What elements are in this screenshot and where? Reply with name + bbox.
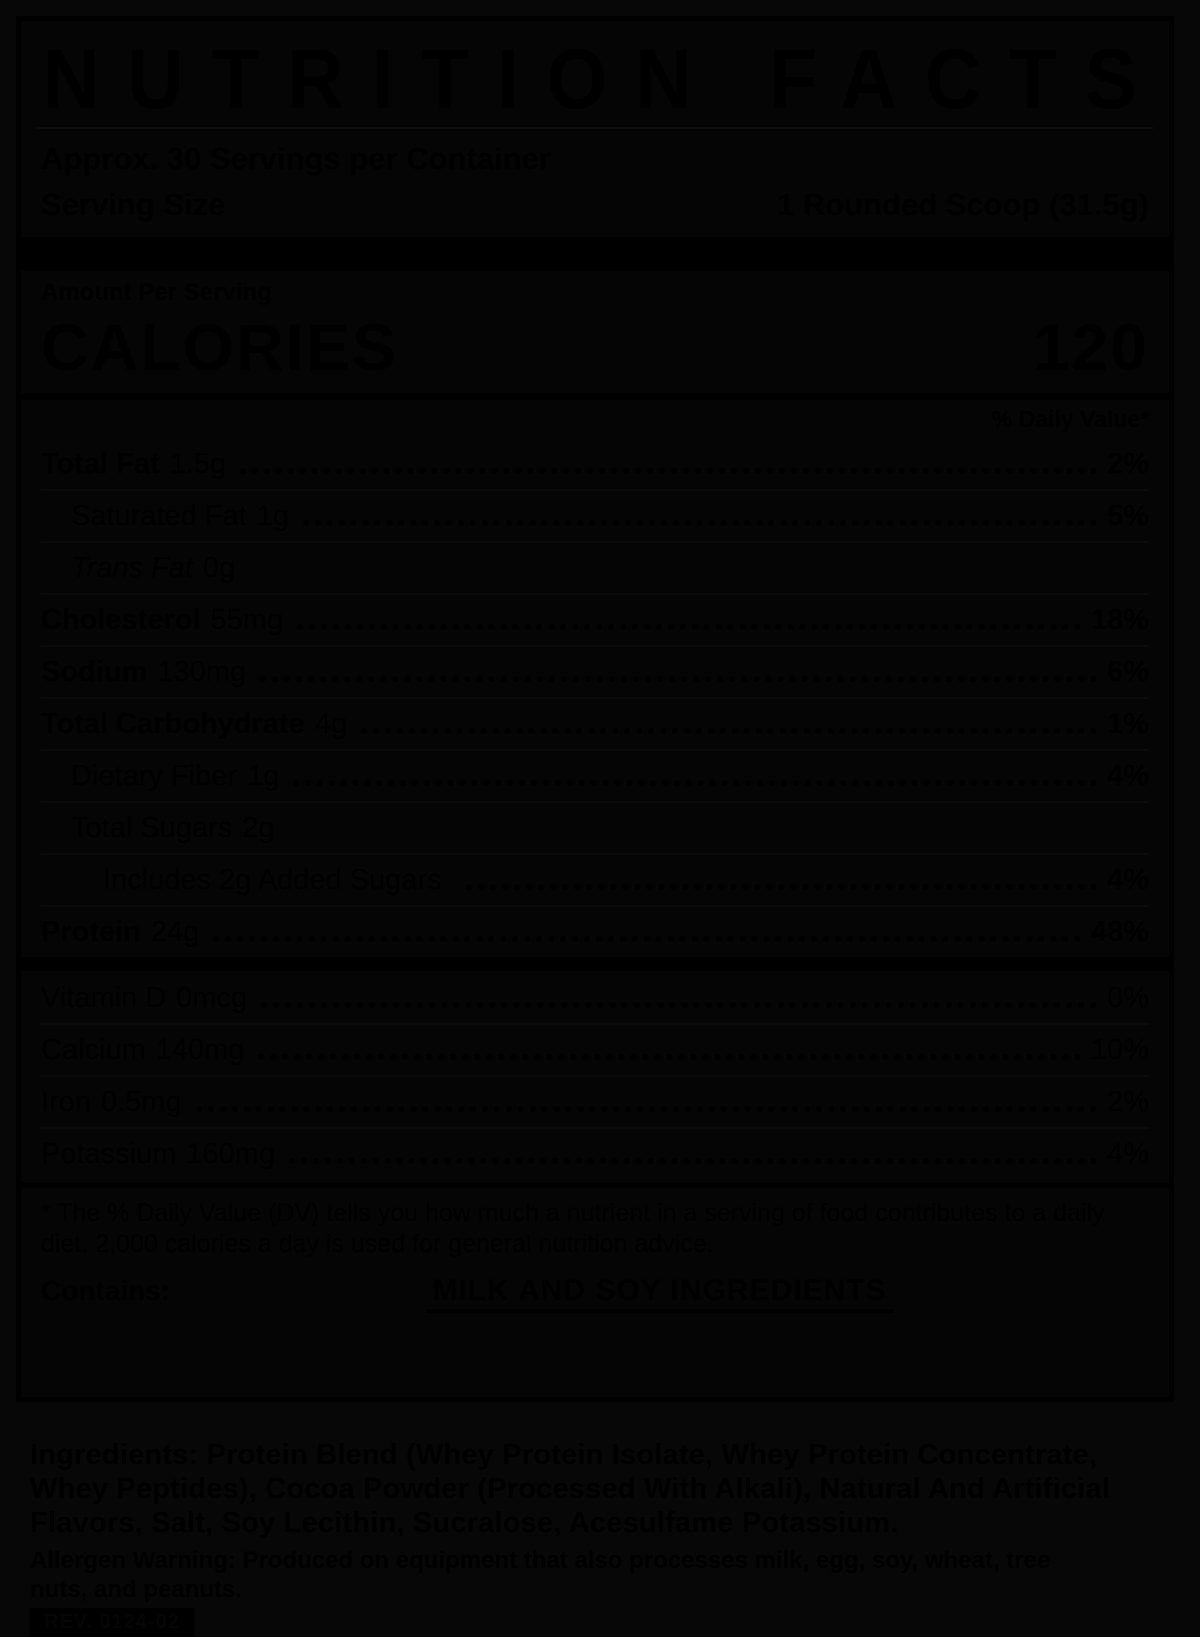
nutrient-row-trans-fat: Trans Fat 0g — [41, 541, 1149, 593]
nutrient-row-added-sugars: Includes 2g Added Sugars 4% — [41, 853, 1149, 905]
dotted-leader — [261, 1002, 1097, 1008]
thick-separator-bar — [21, 237, 1169, 271]
vitamin-rows — [41, 973, 1149, 1179]
nutrient-row-cholesterol: Cholesterol 55mg 18% — [41, 593, 1149, 645]
allergen-warning: Allergen Warning: Produced on equipment that also processes milk, egg, soy, wheat, tree nuts, and peanuts. — [30, 1547, 1051, 1603]
serving-size-label: Serving Size — [41, 187, 226, 222]
dotted-leader — [289, 1158, 1097, 1164]
nutrition-facts-panel — [16, 16, 1174, 1402]
dotted-leader — [260, 676, 1097, 682]
footnote-divider — [21, 1183, 1169, 1188]
daily-value-footnote: * The % Daily Value (DV) tells you how much a nutrient in a serving of food contributes to a daily diet. 2,000 calories a day is used for general nutrition advice. — [41, 1199, 1105, 1258]
daily-value-header: % Daily Value* — [991, 406, 1149, 432]
nutrient-row-protein: Protein 24g 48% — [41, 905, 1149, 957]
dotted-leader — [293, 780, 1097, 786]
nutrient-row-total-carbohydrate: Total Carbohydrate 4g 1% — [41, 697, 1149, 749]
nutrient-row-total-fat: Total Fat 1.5g 2% — [41, 448, 1149, 480]
calories-value: 120 — [1032, 310, 1149, 384]
contains-statement: MILK AND SOY INGREDIENTS — [170, 1274, 1149, 1308]
protein-vitamin-separator — [21, 957, 1169, 971]
dotted-leader — [258, 1054, 1081, 1060]
calories-divider — [21, 393, 1169, 400]
dotted-leader — [466, 884, 1097, 890]
nutrient-row-total-sugars: Total Sugars 2g — [41, 801, 1149, 853]
dotted-leader — [297, 624, 1081, 630]
nutrient-row-dietary-fiber: Dietary Fiber 1g 4% — [41, 749, 1149, 801]
dotted-leader — [361, 728, 1097, 734]
serving-size-value: 1 Rounded Scoop (31.5g) — [776, 187, 1149, 222]
nutrient-row-calcium: Calcium 140mg 10% — [41, 1023, 1149, 1075]
nutrient-row-potassium: Potassium 160mg 4% — [41, 1127, 1149, 1179]
serving-size-row — [41, 187, 1149, 223]
contains-label: Contains: — [41, 1275, 171, 1306]
servings-per-container: Approx. 30 Servings per Container — [41, 141, 551, 176]
lot-code-chip: REV. 0124-02 — [30, 1608, 194, 1637]
contains-row — [41, 1274, 1149, 1308]
nutrient-row-iron: Iron 0.5mg 2% — [41, 1075, 1149, 1127]
dotted-leader — [240, 468, 1097, 474]
dotted-leader — [213, 936, 1081, 942]
calories-label: CALORIES — [41, 310, 399, 384]
panel-title: NUTRITION FACTS — [43, 31, 1165, 127]
amount-per-serving-label: Amount Per Serving — [41, 279, 272, 306]
dotted-leader — [196, 1106, 1097, 1112]
nutrient-row-vitamin-d: Vitamin D 0mcg 0% — [41, 982, 1149, 1014]
calories-row — [41, 309, 1149, 385]
bottom-info-block — [30, 1438, 1170, 1637]
ingredients-paragraph: Ingredients: Protein Blend (Whey Protein Isolate, Whey Protein Concentrate, Whey Peptides), Cocoa Powder (Processed With Alkali), Natural And Artificial Flavors, Salt, Soy Lecithin, Sucralose, Acesulfame Potassium. — [30, 1439, 1111, 1539]
dotted-leader — [303, 520, 1097, 526]
nutrient-row-sodium: Sodium 130mg 6% — [41, 645, 1149, 697]
nutrient-rows — [41, 439, 1149, 957]
nutrient-row-saturated-fat: Saturated Fat 1g 5% — [41, 489, 1149, 541]
